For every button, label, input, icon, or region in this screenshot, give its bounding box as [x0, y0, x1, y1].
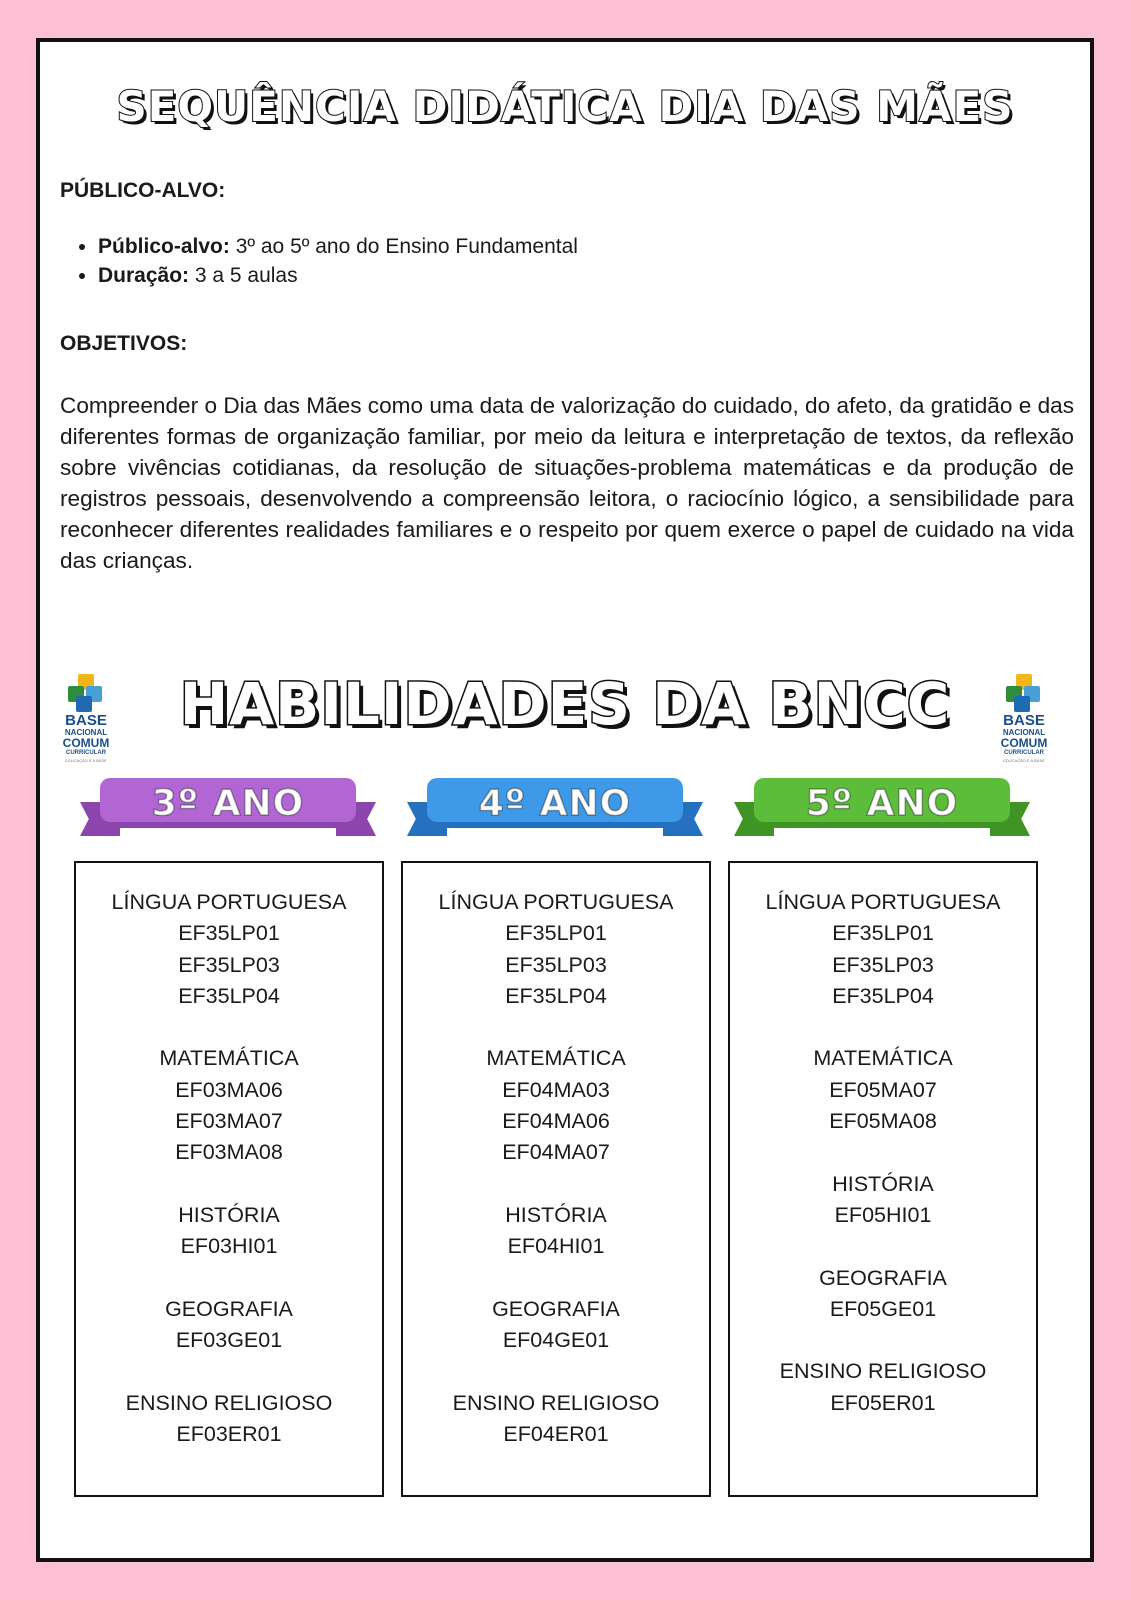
skill-code: EF35LP03	[178, 952, 280, 977]
skill-code: EF04GE01	[502, 1328, 610, 1353]
info-value: 3 a 5 aulas	[189, 264, 298, 287]
skill-code: EF04ER01	[503, 1422, 609, 1447]
page-title: SEQUÊNCIA DIDÁTICA DIA DAS MÃES	[116, 82, 1014, 131]
logo-base: BASE	[65, 712, 107, 729]
skill-code: EF04HI01	[507, 1234, 605, 1259]
bncc-title: HABILIDADES DA BNCC	[179, 670, 951, 738]
logo-curricular: CURRICULAR	[66, 750, 106, 756]
grade-ribbon	[734, 774, 1030, 844]
subject-name: MATEMÁTICA	[486, 1046, 626, 1071]
logo-base: BASE	[1003, 712, 1045, 729]
skill-code: EF35LP04	[832, 983, 934, 1008]
info-list	[60, 232, 578, 290]
skill-code: EF03MA06	[175, 1077, 283, 1102]
grade-ribbon	[80, 774, 376, 844]
subject-name: ENSINO RELIGIOSO	[125, 1390, 333, 1415]
subject-name: GEOGRAFIA	[819, 1265, 947, 1290]
skill-code: EF03ER01	[176, 1422, 282, 1447]
skill-code: EF35LP01	[505, 921, 607, 946]
skill-code: EF35LP01	[832, 921, 934, 946]
ribbon-label: 5º ANO	[754, 778, 1010, 828]
logo-comum: COMUM	[1000, 736, 1048, 750]
info-label: Público-alvo:	[98, 235, 230, 258]
subject-name: LÍNGUA PORTUGUESA	[438, 890, 674, 914]
skill-code: EF04MA03	[502, 1077, 610, 1102]
skill-code: EF04MA06	[502, 1109, 610, 1134]
info-item-duracao	[98, 261, 578, 290]
subject-name: ENSINO RELIGIOSO	[779, 1359, 987, 1384]
logo-tagline: EDUCAÇÃO É A BASE	[65, 758, 107, 763]
skill-code: EF05MA08	[829, 1109, 937, 1134]
logo-nacional: NACIONAL	[64, 728, 108, 737]
objetivos-text: Compreender o Dia das Mães como uma data de valorização do cuidado, do afeto, da gratidão e das diferentes formas de organização familiar, por meio da leitura e interpretação de textos, da reflexão sobre vivências cotidianas, da resolução de situações-problema matemáticas e da produção de registros pessoais, desenvolvendo a compreensão leitora, o raciocínio lógico, a sensibilidade para reconhecer diferentes realidades familiares e o respeito por quem exerce o papel de cuidado na vida das crianças.	[60, 393, 1074, 573]
subject-name: HISTÓRIA	[832, 1171, 934, 1196]
grade-skills-box	[728, 861, 1038, 1497]
skill-code: EF35LP04	[505, 983, 607, 1008]
subject-name: GEOGRAFIA	[165, 1296, 293, 1321]
subject-name: GEOGRAFIA	[492, 1296, 620, 1321]
logo-curricular: CURRICULAR	[1004, 750, 1044, 756]
publico-heading: PÚBLICO-ALVO:	[60, 179, 226, 202]
info-label: Duração:	[98, 264, 190, 287]
subject-name: LÍNGUA PORTUGUESA	[765, 890, 1001, 914]
subject-name: LÍNGUA PORTUGUESA	[111, 890, 347, 914]
subject-name: ENSINO RELIGIOSO	[452, 1390, 660, 1415]
skill-code: EF35LP03	[505, 952, 607, 977]
ribbon-label: 4º ANO	[427, 778, 683, 828]
info-item-publico	[98, 232, 578, 261]
ribbon-label: 3º ANO	[100, 778, 356, 828]
skill-code: EF05ER01	[830, 1390, 936, 1415]
bncc-logo-right	[994, 674, 1054, 763]
grade-skills-box	[74, 861, 384, 1497]
logo-nacional: NACIONAL	[1002, 728, 1046, 737]
skill-code: EF35LP03	[832, 952, 934, 977]
grade-skills-box	[401, 861, 711, 1497]
logo-comum: COMUM	[62, 736, 110, 750]
subject-name: HISTÓRIA	[178, 1202, 280, 1227]
cubes-icon	[1000, 674, 1048, 714]
skill-code: EF03GE01	[175, 1328, 283, 1353]
skill-code: EF05MA07	[829, 1077, 937, 1102]
skill-code: EF05GE01	[829, 1296, 937, 1321]
objetivos-heading: OBJETIVOS:	[60, 332, 188, 355]
logo-tagline: EDUCAÇÃO É A BASE	[1003, 758, 1045, 763]
document-page	[36, 38, 1094, 1562]
skill-code: EF03MA07	[175, 1109, 283, 1134]
grade-ribbon	[407, 774, 703, 844]
skill-code: EF03MA08	[175, 1140, 283, 1165]
subject-name: MATEMÁTICA	[159, 1046, 299, 1071]
skill-code: EF35LP04	[178, 983, 280, 1008]
subject-name: MATEMÁTICA	[813, 1046, 953, 1071]
skill-code: EF05HI01	[834, 1202, 932, 1227]
skill-code: EF35LP01	[178, 921, 280, 946]
skill-code: EF04MA07	[502, 1140, 610, 1165]
subject-name: HISTÓRIA	[505, 1202, 607, 1227]
skill-code: EF03HI01	[180, 1234, 278, 1259]
info-value: 3º ao 5º ano do Ensino Fundamental	[229, 235, 578, 258]
